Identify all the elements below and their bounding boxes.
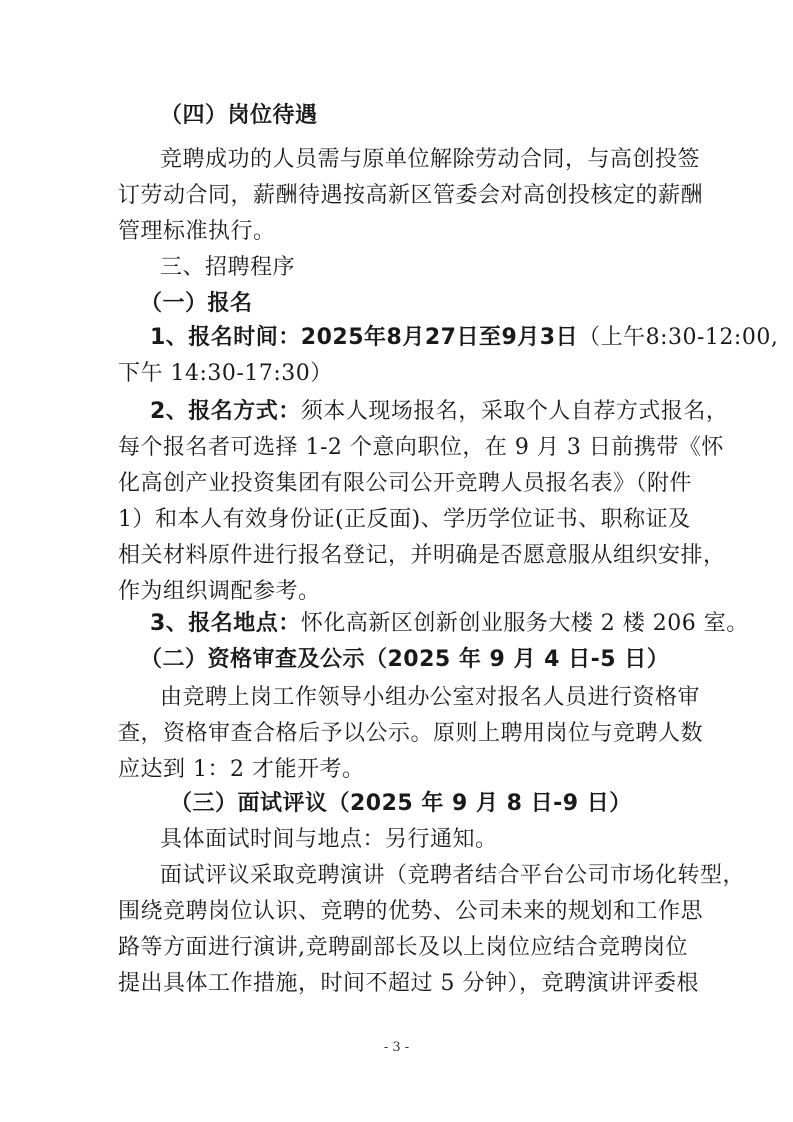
registration-location-text: 怀化高新区创新创业服务大楼 2 楼 206 室。 (300, 611, 749, 636)
subsection-heading-interview: （三）面试评议（2025 年 9 月 8 日-9 日） (170, 791, 632, 816)
paragraph-line: 每个报名者可选择 1-2 个意向职位，在 9 月 3 日前携带《怀 (118, 435, 724, 460)
registration-location-label: 3、报名地点： (150, 611, 301, 636)
paragraph-line: 由竞聘上岗工作领导小组办公室对报名人员进行资格审 (160, 685, 701, 710)
paragraph-line: 相关材料原件进行报名登记，并明确是否愿意服从组织安排， (118, 543, 726, 568)
registration-time-hours: （上午8:30-12:00, (578, 325, 779, 350)
paragraph-line-registration-location (150, 609, 749, 639)
paragraph-line: 应达到 1：2 才能开考。 (118, 757, 365, 782)
registration-time-label: 1、报名时间：2025年8月27日至9月3日 (150, 325, 579, 350)
paragraph-line: 面试评议采取竞聘演讲（竞聘者结合平台公司市场化转型， (160, 863, 746, 888)
section-heading-procedure: 三、招聘程序 (160, 255, 296, 280)
paragraph-line: 下午 14:30-17:30） (118, 361, 333, 386)
paragraph-line: 1）和本人有效身份证(正反面)、学历学位证书、职称证及 (118, 507, 691, 532)
paragraph-line: 路等方面进行演讲,竞聘副部长及以上岗位应结合竞聘岗位 (118, 935, 688, 960)
paragraph-line-registration-time (150, 323, 779, 353)
paragraph-line: 查，资格审查合格后予以公示。原则上聘用岗位与竞聘人数 (118, 721, 704, 746)
paragraph-line-registration-method (150, 397, 729, 427)
subsection-heading-registration: （一）报名 (140, 291, 253, 316)
paragraph-line: 管理标准执行。 (118, 219, 276, 244)
subsection-heading-qualification: （二）资格审查及公示（2025 年 9 月 4 日-5 日） (140, 647, 670, 672)
registration-method-label: 2、报名方式： (150, 399, 301, 424)
registration-method-text: 须本人现场报名，采取个人自荐方式报名， (300, 399, 729, 424)
page-number: - 3 - (383, 1040, 410, 1055)
section-heading-benefits: （四）岗位待遇 (160, 103, 318, 128)
paragraph-line: 具体面试时间与地点：另行通知。 (160, 827, 498, 852)
paragraph-line: 竞聘成功的人员需与原单位解除劳动合同，与高创投签 (160, 147, 701, 172)
paragraph-line: 作为组织调配参考。 (118, 579, 321, 604)
paragraph-line: 订劳动合同，薪酬待遇按高新区管委会对高创投核定的薪酬 (118, 183, 704, 208)
paragraph-line: 围绕竞聘岗位认识、竞聘的优势、公司未来的规划和工作思 (118, 899, 704, 924)
paragraph-line: 提出具体工作措施，时间不超过 5 分钟），竞聘演讲评委根 (118, 971, 699, 996)
paragraph-line: 化高创产业投资集团有限公司公开竞聘人员报名表》（附件 (118, 471, 693, 496)
